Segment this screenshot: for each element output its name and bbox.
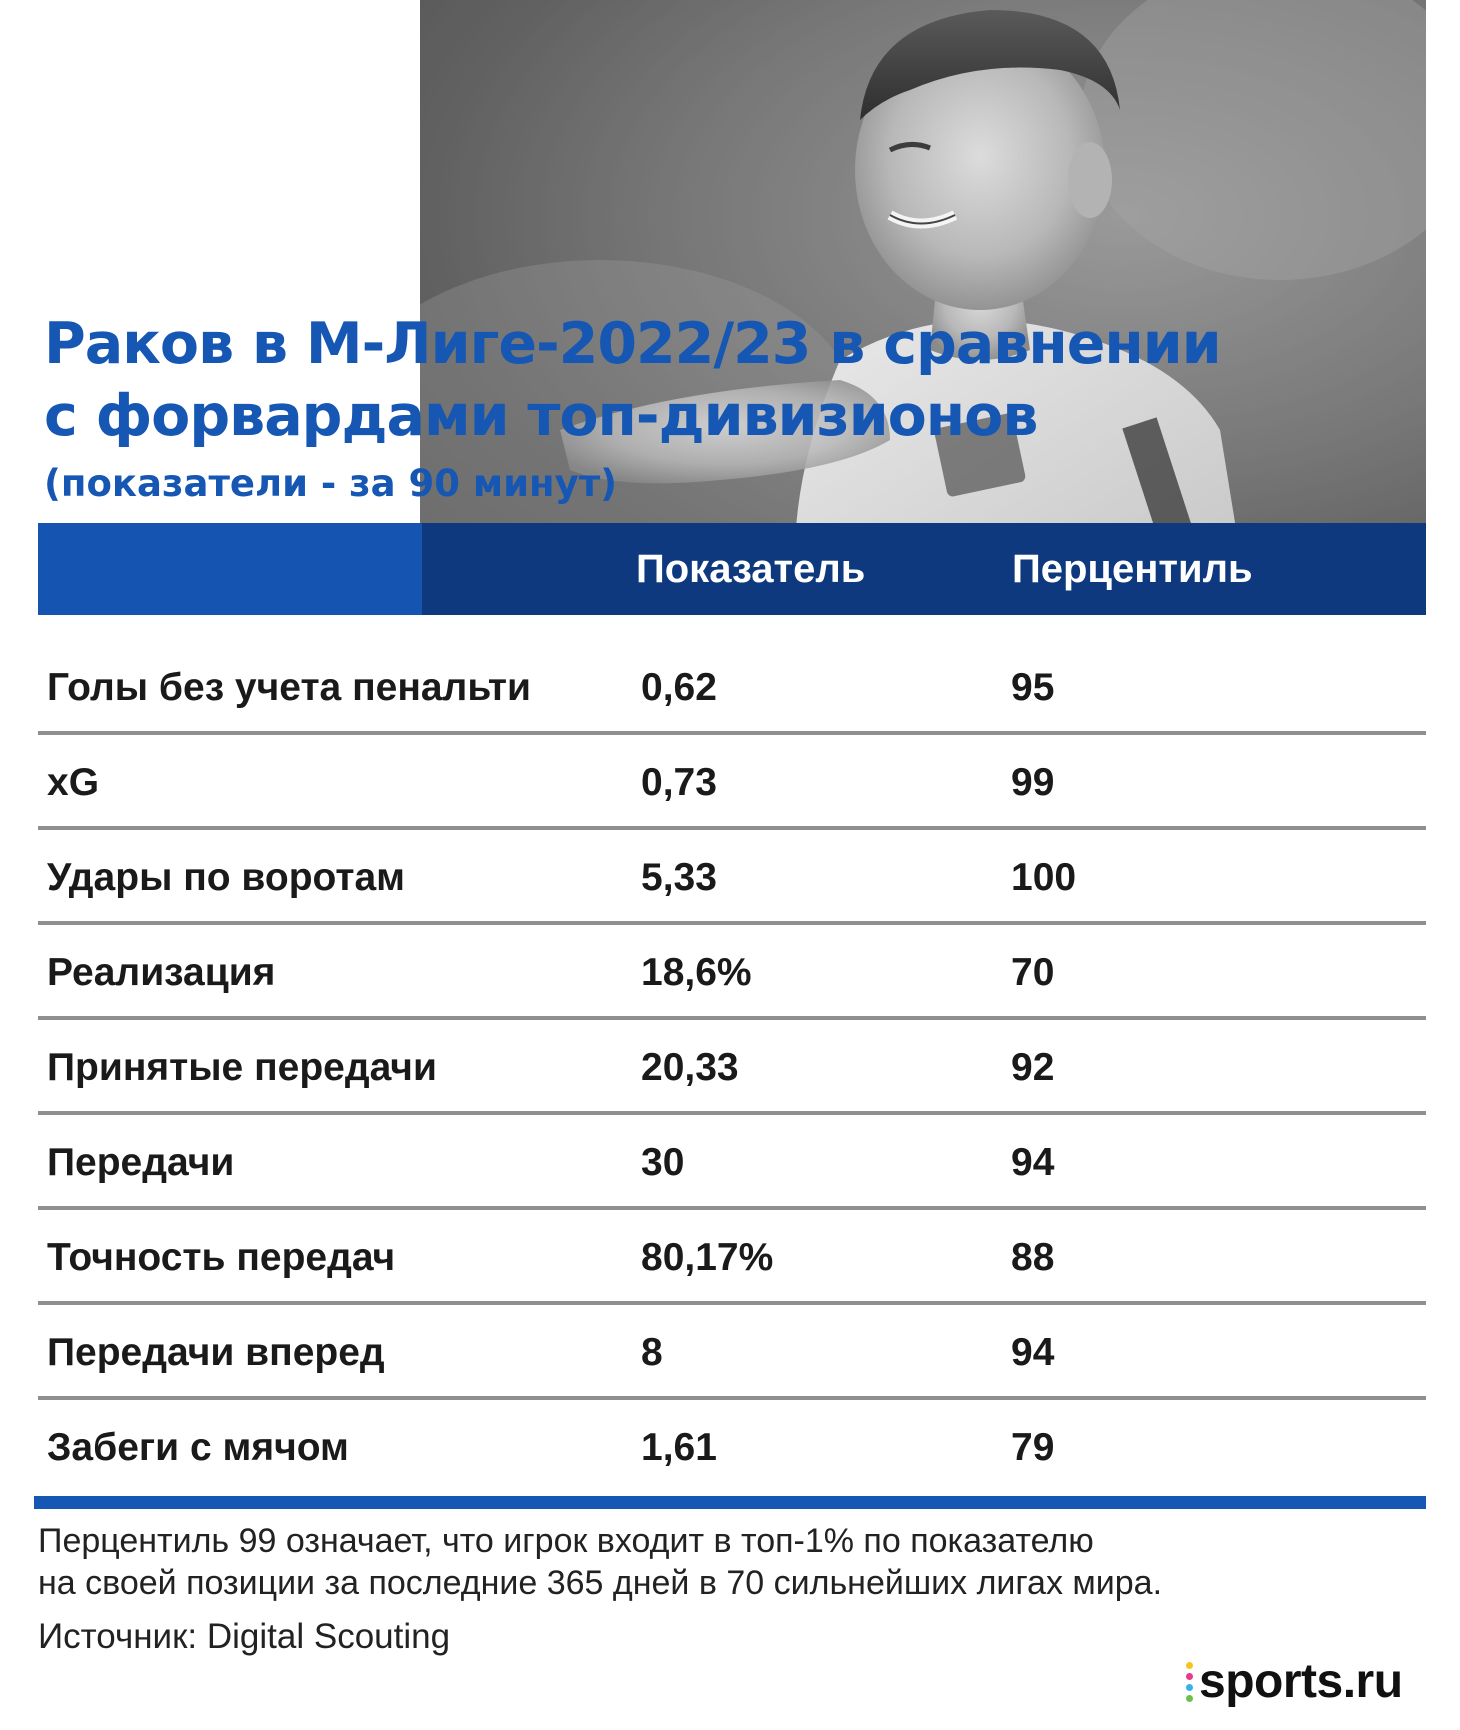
title-line-1: Раков в М-Лиге-2022/23 в сравнении bbox=[44, 311, 1221, 377]
logo-dot bbox=[1186, 1684, 1193, 1691]
metric-name: Голы без учета пенальти bbox=[47, 666, 531, 709]
logo-text: sports.ru bbox=[1199, 1655, 1403, 1708]
metric-value: 18,6% bbox=[641, 951, 752, 994]
footnote bbox=[38, 1520, 1428, 1604]
metric-percentile: 94 bbox=[1011, 1331, 1055, 1374]
page-title bbox=[44, 308, 1424, 452]
stats-table bbox=[38, 640, 1426, 1495]
metric-percentile: 88 bbox=[1011, 1236, 1055, 1279]
table-row bbox=[38, 830, 1426, 925]
metric-value: 0,73 bbox=[641, 761, 717, 804]
metric-percentile: 95 bbox=[1011, 666, 1055, 709]
metric-name: Передачи bbox=[47, 1141, 235, 1184]
table-bottom-rule bbox=[34, 1496, 1426, 1509]
source-credit: Источник: Digital Scouting bbox=[38, 1617, 451, 1656]
metric-value: 20,33 bbox=[641, 1046, 739, 1089]
table-row bbox=[38, 1210, 1426, 1305]
footnote-line-1: Перцентиль 99 означает, что игрок входит в топ-1% по показателю bbox=[38, 1522, 1094, 1560]
column-header-percentile: Перцентиль bbox=[1012, 547, 1253, 591]
table-row bbox=[38, 925, 1426, 1020]
sports-ru-logo bbox=[1186, 1652, 1403, 1712]
table-row bbox=[38, 1115, 1426, 1210]
logo-dot bbox=[1186, 1695, 1193, 1702]
column-header-indicator: Показатель bbox=[636, 547, 866, 591]
metric-percentile: 99 bbox=[1011, 761, 1055, 804]
table-row bbox=[38, 735, 1426, 830]
metric-value: 1,61 bbox=[641, 1426, 717, 1469]
metric-percentile: 79 bbox=[1011, 1426, 1055, 1469]
metric-percentile: 70 bbox=[1011, 951, 1055, 994]
metric-name: Забеги с мячом bbox=[47, 1426, 349, 1469]
table-row bbox=[38, 1020, 1426, 1115]
metric-name: xG bbox=[47, 761, 100, 804]
metric-percentile: 100 bbox=[1011, 856, 1077, 899]
page-subtitle: (показатели - за 90 минут) bbox=[44, 462, 618, 505]
logo-dot bbox=[1186, 1673, 1193, 1680]
metric-value: 80,17% bbox=[641, 1236, 774, 1279]
metric-percentile: 94 bbox=[1011, 1141, 1055, 1184]
metric-value: 5,33 bbox=[641, 856, 717, 899]
metric-value: 0,62 bbox=[641, 666, 717, 709]
footnote-line-2: на своей позиции за последние 365 дней в 70 сильнейших лигах мира. bbox=[38, 1564, 1163, 1602]
table-row bbox=[38, 1305, 1426, 1400]
metric-name: Точность передач bbox=[47, 1236, 396, 1279]
table-row bbox=[38, 640, 1426, 735]
header-photo-overlay bbox=[422, 523, 1426, 615]
metric-percentile: 92 bbox=[1011, 1046, 1055, 1089]
logo-dot bbox=[1186, 1662, 1193, 1669]
title-line-2: с форвардами топ-дивизионов bbox=[44, 383, 1038, 449]
metric-name: Принятые передачи bbox=[47, 1046, 437, 1089]
metric-name: Удары по воротам bbox=[47, 856, 406, 899]
logo-dots-icon bbox=[1186, 1662, 1193, 1702]
metric-name: Реализация bbox=[47, 951, 276, 994]
metric-value: 30 bbox=[641, 1141, 685, 1184]
metric-name: Передачи вперед bbox=[47, 1331, 385, 1374]
metric-value: 8 bbox=[641, 1331, 663, 1374]
table-row bbox=[38, 1400, 1426, 1495]
